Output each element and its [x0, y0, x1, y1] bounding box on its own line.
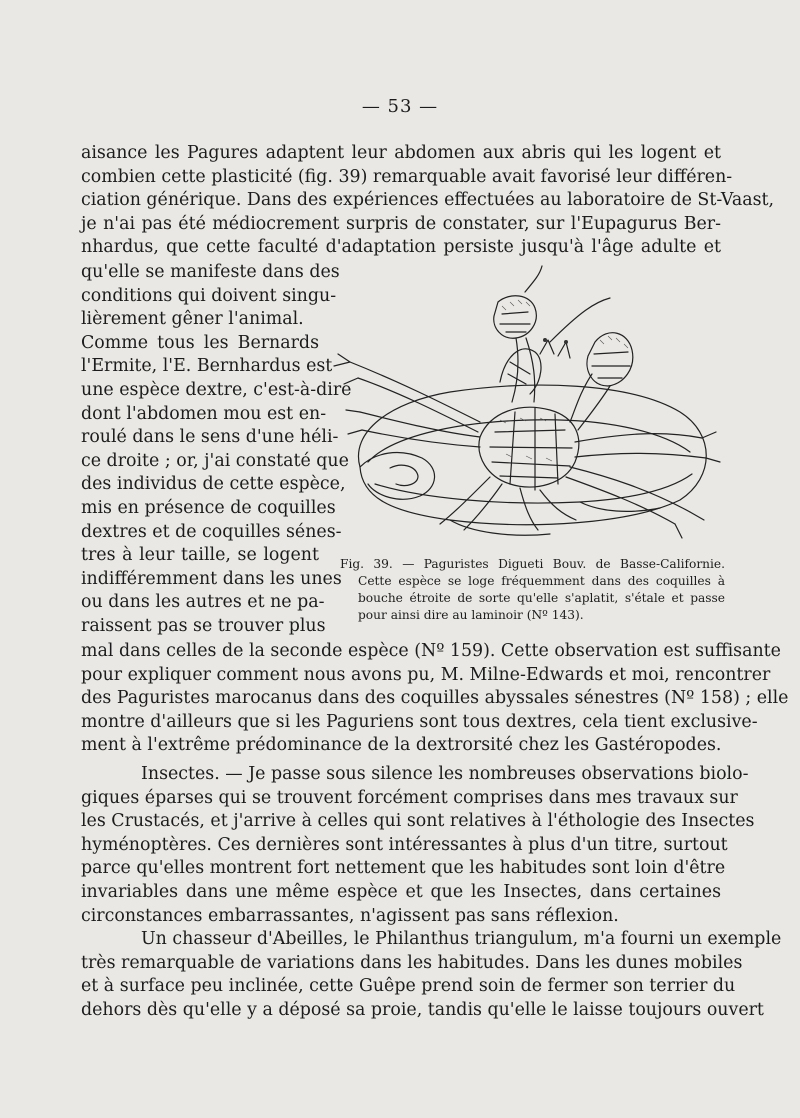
- middle-paragraph: [81, 640, 789, 758]
- text-line: invariables dans une même espèce et que les Insectes, dans certaines: [81, 881, 721, 902]
- text-line: l'Ermite, l'E. Bernhardus est: [81, 356, 333, 377]
- caption-line: pour ainsi dire au laminoir (Nº 143).: [358, 608, 584, 622]
- text-line: Insectes. — Je passe sous silence les nombreuses observations biolo-: [141, 764, 749, 784]
- text-line: raissent pas se trouver plus: [81, 615, 326, 636]
- text-line: et à surface peu inclinée, cette Guêpe prend soin de fermer son terrier du: [81, 976, 736, 997]
- insectes-paragraph: [81, 763, 782, 1023]
- text-line: hyménoptères. Ces dernières sont intéressantes à plus d'un titre, surtout: [81, 834, 728, 855]
- top-paragraph: [81, 142, 775, 260]
- hermit-crab-illustration: [330, 262, 730, 554]
- text-line: mal dans celles de la seconde espèce (Nº 159). Cette observation est suffisante: [81, 641, 781, 661]
- caption-line: Fig. 39. — Paguristes Digueti Bouv. de Basse-Californie.: [340, 557, 725, 571]
- text-line: indifféremment dans les unes: [81, 568, 342, 589]
- text-line: dextres et de coquilles sénes-: [81, 521, 342, 542]
- text-line: ou dans les autres et ne pa-: [81, 592, 325, 613]
- text-line: montre d'ailleurs que si les Paguriens sont tous dextres, cela tient exclusive-: [81, 711, 758, 732]
- text-line: une espèce dextre, c'est-à-dire: [81, 379, 352, 400]
- text-line: lièrement gêner l'animal.: [81, 309, 304, 330]
- text-line: Un chasseur d'Abeilles, le Philanthus triangulum, m'a fourni un exemple: [141, 929, 782, 950]
- text-line: des Paguristes marocanus dans des coquilles abyssales sénestres (Nº 158) ; elle: [81, 688, 789, 709]
- text-line: pour expliquer comment nous avons pu, M. Milne-Edwards et moi, rencontrer: [81, 664, 771, 685]
- text-line: roulé dans le sens d'une héli-: [81, 427, 339, 448]
- text-line: les Crustacés, et j'arrive à celles qui sont relatives à l'éthologie des Insectes: [81, 811, 755, 832]
- text-line: tres à leur taille, se logent: [81, 545, 319, 566]
- text-line: parce qu'elles montrent fort nettement que les habitudes sont loin d'être: [81, 858, 726, 879]
- text-line: combien cette plasticité (fig. 39) remarquable avait favorisé leur différen-: [81, 166, 733, 187]
- text-line: conditions qui doivent singu-: [81, 285, 337, 306]
- text-line: ment à l'extrême prédominance de la dextrorsité chez les Gastéropodes.: [81, 735, 722, 756]
- caption-line: bouche étroite de sorte qu'elle s'aplatit, s'étale et passe: [358, 591, 725, 605]
- text-line: Comme tous les Bernards: [81, 332, 319, 353]
- text-line: giques éparses qui se trouvent forcément comprises dans mes travaux sur: [81, 787, 738, 808]
- text-line: mis en présence de coquilles: [81, 497, 336, 518]
- text-line: circonstances embarrassantes, n'agissent pas sans réflexion.: [81, 905, 619, 926]
- page-number: — 53 —: [361, 96, 439, 117]
- text-line: des individus de cette espèce,: [81, 474, 346, 495]
- text-line: dehors dès qu'elle y a déposé sa proie, tandis qu'elle le laisse toujours ouvert: [81, 999, 764, 1020]
- text-line: ce droite ; or, j'ai constaté que: [81, 450, 349, 471]
- text-line: je n'ai pas été médiocrement surpris de constater, sur l'Eupagurus Ber-: [81, 213, 721, 234]
- caption-line: Cette espèce se loge fréquemment dans des coquilles à: [358, 574, 725, 588]
- text-line: aisance les Pagures adaptent leur abdomen aux abris qui les logent et: [81, 143, 721, 163]
- text-line: qu'elle se manifeste dans des: [81, 262, 340, 282]
- figure-caption: [340, 556, 725, 624]
- text-line: dont l'abdomen mou est en-: [81, 403, 327, 424]
- wrapped-text-column: [81, 261, 352, 639]
- text-line: nhardus, que cette faculté d'adaptation persiste jusqu'à l'âge adulte et: [81, 237, 721, 258]
- text-line: ciation générique. Dans des expériences effectuées au laboratoire de St-Vaast,: [81, 190, 775, 211]
- text-line: très remarquable de variations dans les habitudes. Dans les dunes mobiles: [81, 952, 743, 973]
